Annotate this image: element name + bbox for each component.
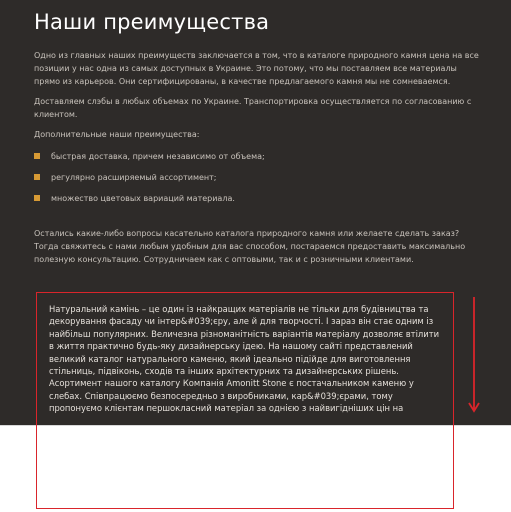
additional-advantages-heading: Дополнительные наши преимущества: [34, 130, 200, 139]
ukrainian-description-text: Натуральний камінь – це один із найкращих матеріалів не тільки для будівництва та декорування фасаду чи інтер&#039;єру, але й для творчості. І зараз він стає одним із найбільш популярних. Величезна різноманітність варіантів матеріалу дозволяє втілити в життя практично будь-яку дизайнерську ідею. На нашому сайті представлений великий каталог натурального каменю, який ідеально підійде для виготовлення стільниць, підвіконь, сходів та інших архітектурних та дизайнерських рішень. Асортимент нашого каталогу Компанія Amonitt Stone є постачальником каменю у слебах. Співпрацюємо безпосередньо з виробниками, кар&#039;єрами, тому пропонуємо клієнтам першокласний матеріал за однією з найвигідніших цін на [49, 304, 440, 414]
delivery-paragraph: Доставляем слэбы в любых объемах по Украине. Транспортировка осуществляется по согласованию с клиентом. [34, 97, 472, 119]
benefit-text: регулярно расширяемый ассортимент; [51, 173, 217, 182]
highlighted-text-block[interactable] [36, 292, 454, 509]
arrow-down-icon [464, 297, 484, 417]
benefit-text: множество цветовых вариаций материала. [51, 194, 235, 203]
intro-paragraph: Одно из главных наших преимуществ заключается в том, что в каталоге природного камня цена на все позиции у нас одна из самых доступных в Украине. Это потому, что мы поставляем все материалы прямо из карьеров. Они сертифицированы, в качестве предлагаемого камня мы не сомневаемся. [34, 51, 479, 86]
square-bullet-icon [34, 153, 40, 159]
list-item [34, 192, 265, 213]
square-bullet-icon [34, 195, 40, 201]
list-item [34, 171, 265, 192]
square-bullet-icon [34, 174, 40, 180]
benefits-list [34, 150, 265, 213]
page-title: Наши преимущества [34, 10, 270, 34]
benefit-text: быстрая доставка, причем независимо от объема; [51, 152, 265, 161]
contact-paragraph: Остались какие-либо вопросы касательно каталога природного камня или желаете сделать заказ? Тогда свяжитесь с нами любым удобным для вас способом, постараемся предоставить максимально полезную консультацию. Сотрудничаем как с оптовыми, так и с розничными клиентами. [34, 229, 466, 264]
list-item [34, 150, 265, 171]
